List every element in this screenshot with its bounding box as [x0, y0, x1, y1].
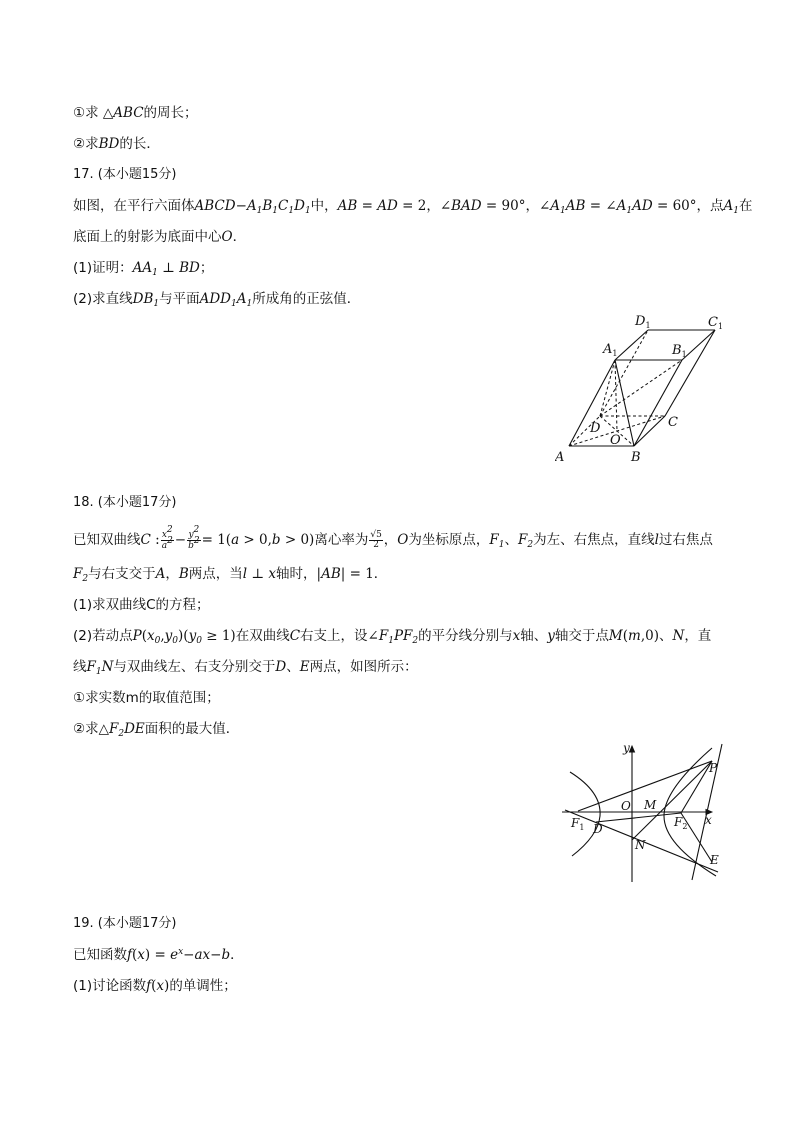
frac-eccentricity: $\frac{√5}{2}$ [370, 529, 382, 550]
label-D1: $D_1$ [635, 314, 651, 330]
label-N: N [635, 838, 646, 852]
label-E: E [710, 853, 719, 867]
edge-BB1 [634, 360, 682, 446]
q17-part2: (2)求直线$DB_1$与平面$ADD_1A_1$所成角的正弦值． [73, 291, 361, 309]
parallelepiped-name: $ABCD-A_1B_1C_1D_1$ [194, 198, 311, 216]
q19-stem: 已知函数$f(x) = e^x-ax-b$． [73, 947, 244, 963]
q18-stem-line2: $F_2$与右支交于A，B两点，当l ⊥ x轴时，|AB| = 1． [73, 566, 388, 584]
q18-sub1: ①求实数m的取值范围； [73, 690, 220, 706]
q19-header: 19. (本小题17分) [73, 916, 177, 931]
q18-header: 18. (本小题17分) [73, 495, 177, 510]
q16-sub2: ②求BD的长． [73, 136, 160, 152]
label-O: O [621, 799, 631, 813]
label-C: C [668, 415, 678, 430]
q17-stem-line2: 底面上的射影为底面中心O． [73, 229, 247, 245]
edge-D1A1 [615, 330, 648, 360]
label-F2: $F_2$ [674, 815, 688, 831]
edge-A1D-hidden [600, 360, 615, 416]
q18-stem-line1: 已知双曲线C : $\frac{x^2}{a^2}$ − $\frac{y^2}{b^2}$ = 1(a > 0,b > 0)离心率为 $\frac{√5}{2}$ ，O为坐标原点，$F_1$、$F_2$为左、右焦点，直线l过右焦点 [73, 524, 713, 551]
q18-sub2: ②求$\triangle F_2DE$面积的最大值． [73, 721, 240, 739]
q18-part2-line2: 线$F_1N$与双曲线左、右支分别交于D、E两点，如图所示： [73, 659, 418, 677]
label-B: B [631, 450, 641, 465]
label-F1: $F_1$ [571, 816, 585, 832]
line-DF2 [596, 813, 681, 822]
edge-A1O-hidden [615, 360, 617, 431]
label-B1: $B_1$ [672, 343, 687, 359]
label-M: M [644, 798, 657, 812]
q17-part1: (1)证明：$AA_1$ ⊥ BD； [73, 260, 214, 278]
label-D: D [593, 822, 603, 836]
q16-sub1: ①求 △ABC的周长； [73, 105, 198, 121]
q18-part2-line1: (2)若动点$P(x_0,y_0)(y_0 \ge 1)$在双曲线C右支上，设$\angle F_1PF_2$的平分线分别与x轴、y轴交于点M(m,0)、N，直 [73, 628, 712, 646]
label-y: y [623, 741, 630, 755]
frac-x2-a2: $\frac{x^2}{a^2}$ [161, 524, 173, 551]
q18-part1: (1)求双曲线C的方程； [73, 597, 210, 613]
label-A: A [555, 450, 565, 465]
label-O: O [610, 433, 621, 448]
parallelepiped-figure [555, 308, 730, 466]
edge-B1C1 [682, 330, 715, 360]
label-C1: $C_1$ [708, 315, 724, 331]
q19-part1: (1)讨论函数f(x)的单调性； [73, 978, 237, 994]
label-P: P [709, 761, 718, 775]
q17-stem-line1: 如图，在平行六面体$ABCD-A_1B_1C_1D_1$中，AB = AD = 2，∠BAD = 90°，$\angle A_1AB$ = $\angle A_1AD = 60^\circ$，点$A_1$在 [73, 198, 753, 216]
frac-y2-b2: $\frac{y^2}{b^2}$ [188, 524, 200, 551]
label-x: x [705, 813, 712, 827]
label-A1: $A_1$ [603, 342, 618, 358]
q17-header: 17. (本小题15分) [73, 167, 177, 182]
hyperbola-figure [560, 740, 730, 885]
label-D: D [590, 421, 601, 436]
